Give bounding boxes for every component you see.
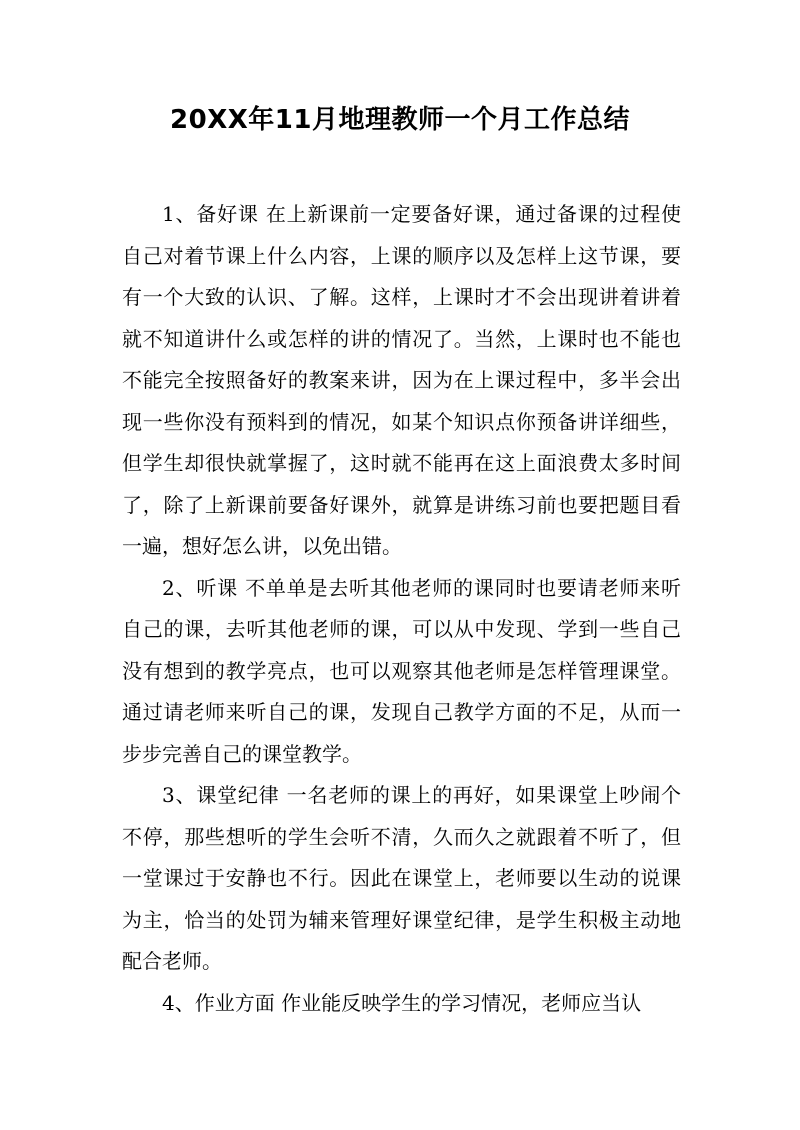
- document-body: [122, 194, 681, 1024]
- document-title: 20XX年11月地理教师一个月工作总结: [170, 105, 630, 135]
- paragraph-observe-lessons: 2、听课 不单单是去听其他老师的课同时也要请老师来听自己的课，去听其他老师的课，可以从中发现、学到一些自己没有想到的教学亮点，也可以观察其他老师是怎样管理课堂。通过请老师来听自己的课，发现自己教学方面的不足，从而一步步完善自己的课堂教学。: [122, 575, 681, 766]
- paragraph-homework: 4、作业方面 作业能反映学生的学习情况，老师应当认: [162, 990, 642, 1015]
- paragraph-classroom-discipline: 3、课堂纪律 一名老师的课上的再好，如果课堂上吵闹个不停，那些想听的学生会听不清，久而久之就跟着不听了，但一堂课过于安静也不行。因此在课堂上，老师要以生动的说课为主，恰当的处罚为辅来管理好课堂纪律，是学生积极主动地配合老师。: [122, 783, 681, 973]
- paragraph-prepare-lessons: 1、备好课 在上新课前一定要备好课，通过备课的过程使自己对着节课上什么内容，上课的顺序以及怎样上这节课，要有一个大致的认识、了解。这样，上课时才不会出现讲着讲着就不知道讲什么或怎样的讲的情况了。当然，上课时也不能也不能完全按照备好的教案来讲，因为在上课过程中，多半会出现一些你没有预料到的情况，如某个知识点你预备讲详细些，但学生却很快就掌握了，这时就不能再在这上面浪费太多时间了，除了上新课前要备好课外，就算是讲练习前也要把题目看一遍，想好怎么讲，以免出错。: [122, 202, 681, 558]
